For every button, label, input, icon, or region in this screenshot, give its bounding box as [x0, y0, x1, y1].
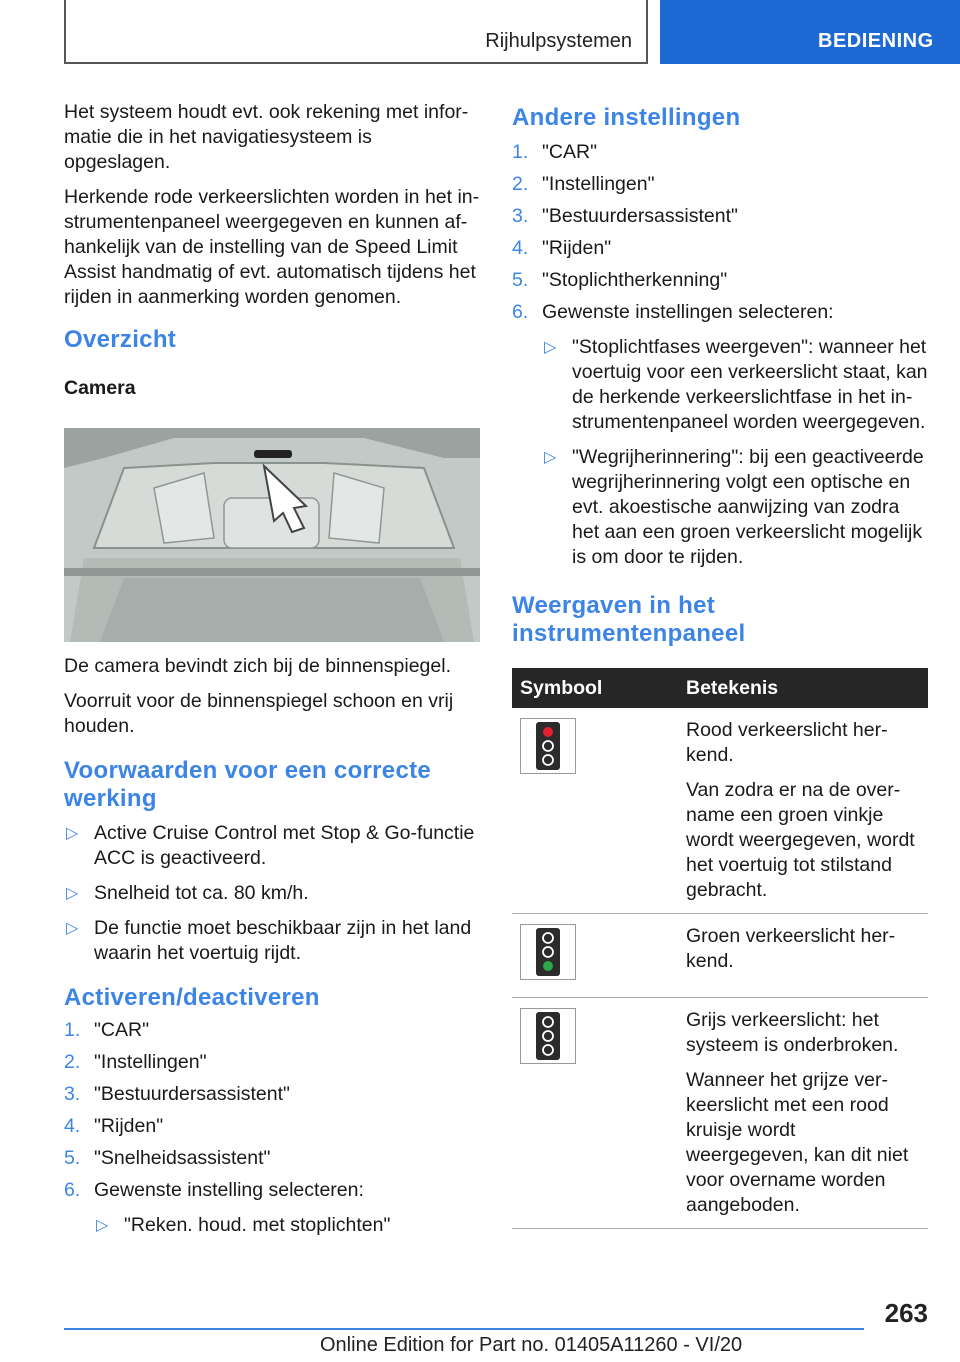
list-item: 5. "Stoplichtherkenning" — [512, 269, 728, 291]
other-sub-list — [542, 335, 928, 570]
list-item: 2. "Instellingen" — [512, 173, 655, 195]
column-header-meaning: Betekenis — [678, 668, 928, 708]
car-interior-illustration — [64, 428, 480, 642]
list-item: ▷ Active Cruise Control met Stop & Go-functie ACC is geactiveerd. — [66, 822, 475, 869]
list-item: 4. "Rijden" — [64, 1115, 164, 1137]
activate-sub-list — [94, 1213, 480, 1238]
triangle-bullet-icon: ▷ — [544, 449, 557, 466]
right-column — [512, 100, 928, 1229]
footer-divider — [64, 1328, 864, 1330]
conditions-heading: Voorwaarden voor een correcte werking — [64, 757, 432, 812]
activate-steps — [64, 1018, 480, 1203]
traffic-light-green-icon — [520, 924, 576, 980]
page-number: 263 — [884, 1298, 928, 1328]
camera-heading: Camera — [64, 377, 136, 399]
list-item: 6. Gewenste instelling selecteren: — [64, 1179, 364, 1201]
list-item: ▷ "Reken. houd. met stoplichten" — [96, 1214, 391, 1236]
display-heading: Weergaven in het instrumentenpaneel — [512, 592, 746, 647]
intro-paragraph-1: Het systeem houdt evt. ook rekening met informatie die in het navigatiesysteem is opgeslagen. — [64, 101, 469, 173]
other-settings-heading: Andere instellingen — [512, 104, 741, 131]
conditions-list — [64, 821, 480, 966]
list-item: ▷ De functie moet beschikbaar zijn in het land waarin het voertuig rijdt. — [66, 917, 472, 964]
list-item: 4. "Rijden" — [512, 237, 612, 259]
triangle-bullet-icon: ▷ — [66, 920, 79, 937]
list-item: ▷ "Stoplichtfases weergeven": wanneer het voertuig voor een verkeerslicht staat, kan de herkende verkeerslichtfase in het instrumentenpaneel worden weergegeven. — [544, 336, 928, 433]
list-item: 3. "Bestuurdersassistent" — [512, 205, 738, 227]
triangle-bullet-icon: ▷ — [66, 885, 79, 902]
other-steps — [512, 140, 928, 325]
triangle-bullet-icon: ▷ — [66, 825, 79, 842]
traffic-light-red-icon — [520, 718, 576, 774]
activate-heading: Activeren/deactiveren — [64, 984, 320, 1011]
row-text: Rood verkeerslicht herkend. — [686, 719, 888, 766]
column-header-symbol: Symbool — [512, 668, 678, 708]
list-item: ▷ "Wegrijherinnering": bij een geactiveerde wegrijherinnering volgt een optische en evt. akoestische aanwijzing van zodra het aan een groen verkeerslicht mogelijk is om door te rijden. — [544, 446, 924, 568]
header-section-title: Rijhulpsystemen — [485, 30, 632, 52]
list-item: ▷ Snelheid tot ca. 80 km/h. — [66, 882, 309, 904]
symbol-table — [512, 668, 928, 1229]
triangle-bullet-icon: ▷ — [96, 1217, 109, 1234]
list-item: 3. "Bestuurdersassistent" — [64, 1083, 290, 1105]
header-chapter-tab — [660, 0, 960, 64]
list-item: 5. "Snelheidsassistent" — [64, 1147, 271, 1169]
list-item: 6. Gewenste instellingen selecteren: — [512, 301, 834, 323]
header-section-tab — [64, 0, 648, 64]
list-item: 1. "CAR" — [512, 141, 598, 163]
list-item: 2. "Instellingen" — [64, 1051, 207, 1073]
camera-location-image — [64, 428, 480, 642]
table-row — [512, 914, 928, 998]
table-row — [512, 998, 928, 1229]
traffic-light-grey-icon — [520, 1008, 576, 1064]
table-row — [512, 708, 928, 914]
row-text: Grijs verkeerslicht: het systeem is onderbroken. — [686, 1009, 899, 1056]
camera-text-1: De camera bevindt zich bij de binnenspiegel. — [64, 655, 451, 677]
row-text: Groen verkeerslicht herkend. — [686, 925, 896, 972]
list-item: 1. "CAR" — [64, 1019, 150, 1041]
table-header-row — [512, 668, 928, 708]
header-chapter-title: BEDIENING — [818, 30, 934, 52]
left-column — [64, 100, 480, 1248]
triangle-bullet-icon: ▷ — [544, 339, 557, 356]
footer-edition: Online Edition for Part no. 01405A11260 - VI/20 — [320, 1334, 743, 1356]
intro-paragraph-2: Herkende rode verkeerslichten worden in het instrumentenpaneel weergegeven en kunnen afhankelijk van de instelling van de Speed Limit Assist handmatig of evt. automatisch tijdens het rijden in aanmerking worden genomen. — [64, 186, 480, 308]
camera-text-2: Voorruit voor de binnenspiegel schoon en vrij houden. — [64, 690, 454, 737]
row-text: Wanneer het grijze verkeerslicht met een rood kruisje wordt weergegeven, kan dit niet voor overname worden aangeboden. — [686, 1069, 909, 1216]
overview-heading: Overzicht — [64, 326, 177, 353]
row-text: Van zodra er na de overname een groen vinkje wordt weergegeven, wordt het voertuig tot stilstand gebracht. — [686, 779, 915, 901]
